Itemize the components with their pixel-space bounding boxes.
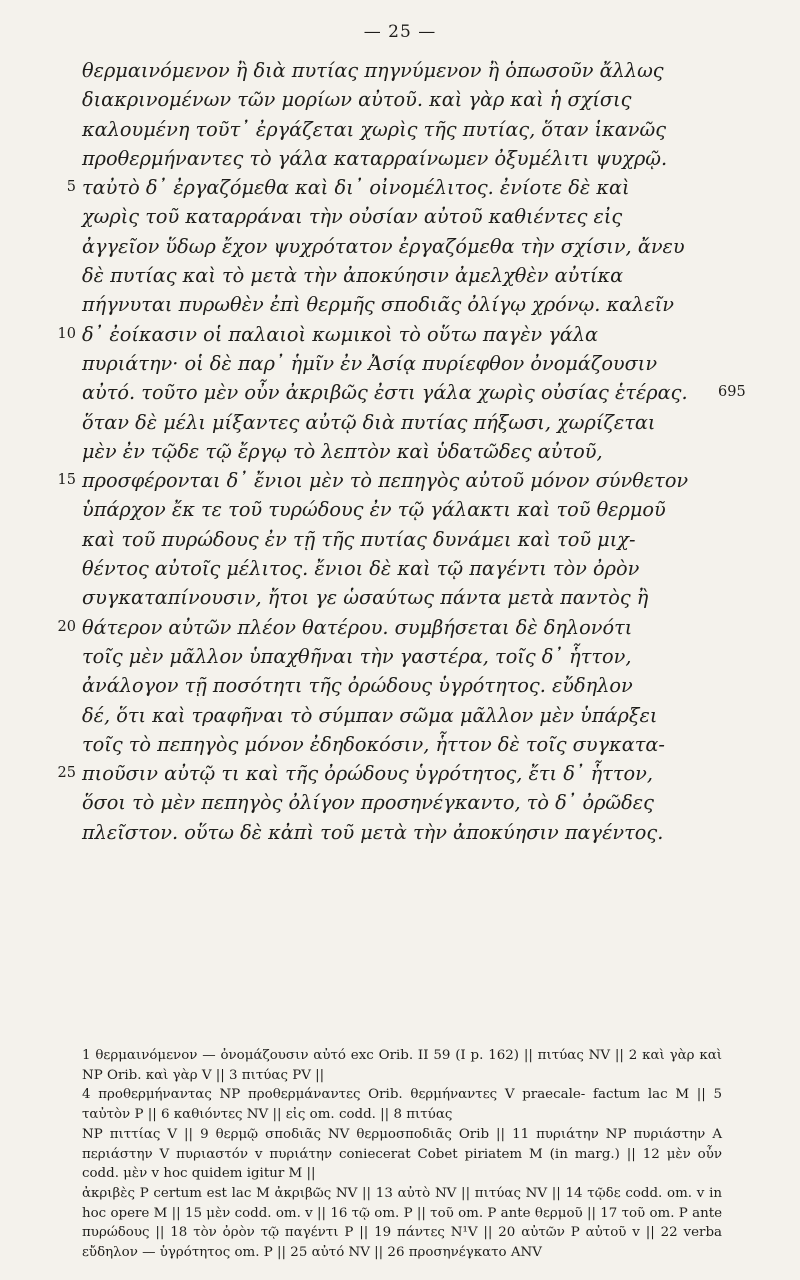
text-line xyxy=(82,349,714,378)
line-text: ὑπάρχον ἔκ τε τοῦ τυρώδους ἐν τῷ γάλακτι καὶ τοῦ θερμοῦ xyxy=(82,498,666,522)
line-text: ταὐτὸ δ᾽ ἐργαζόμεθα καὶ δι᾽ οἰνομέλιτος. ἐνίοτε δὲ καὶ xyxy=(82,176,630,200)
line-text: χωρὶς τοῦ καταρράναι τὴν οὐσίαν αὐτοῦ καθιέντες εἰς xyxy=(82,205,623,229)
text-line xyxy=(82,378,746,407)
line-number: 20 xyxy=(57,618,76,635)
text-line xyxy=(66,173,714,202)
margin-page-ref: 695 xyxy=(718,384,746,401)
page-number: — 25 — xyxy=(363,22,437,42)
text-line xyxy=(82,701,714,730)
text-line xyxy=(57,759,714,788)
line-text: θερμαινόμενον ἢ διὰ πυτίας πηγνύμενον ἢ ὁπωσοῦν ἄλλως xyxy=(82,59,664,82)
line-text: θάτερον αὐτῶν πλέον θατέρου. συμβήσεται δὲ δηλονότι xyxy=(82,615,633,639)
line-text: δ᾽ ἐοίκασιν οἱ παλαιοὶ κωμικοὶ τὸ οὕτω παγὲν γάλα xyxy=(82,322,599,346)
line-text: μὲν ἐν τῷδε τῷ ἔργῳ τὸ λεπτὸν καὶ ὑδατῶδες αὐτοῦ, xyxy=(82,439,603,463)
text-line xyxy=(82,818,714,847)
line-number: 25 xyxy=(57,765,76,782)
footnote-line: NP πιττίας V || 9 θερμῷ σποδιᾶς NV θερμοσποδιᾶς Orib || 11 πυριάτην NP πυριάστην A περιάστην V πυριαστόν v πυριάτην coniecerat Cobet piriatem M (in marg.) || 12 μὲν οὖν codd. μὲν v hoc quidem igitur M || xyxy=(82,1126,722,1182)
text-line xyxy=(82,232,714,261)
line-text: καλουμένη τοῦτ᾽ ἐργάζεται χωρὶς τῆς πυτίας, ὅταν ἱκανῶς xyxy=(82,117,667,141)
text-line xyxy=(82,583,714,612)
text-line xyxy=(82,261,714,290)
text-line xyxy=(82,115,714,144)
line-number: 5 xyxy=(66,179,76,196)
line-text: συγκαταπίνουσιν, ἤτοι γε ὡσαύτως πάντα μετὰ παντὸς ἢ xyxy=(82,586,649,610)
text-line xyxy=(82,788,714,817)
text-line xyxy=(57,466,714,495)
line-number: 10 xyxy=(57,325,76,342)
text-line xyxy=(82,202,714,231)
text-line xyxy=(82,730,714,759)
line-text: ἀνάλογον τῇ ποσότητι τῆς ὀρώδους ὑγρότητος. εὔδηλον xyxy=(82,674,633,698)
text-line xyxy=(82,642,714,671)
text-line xyxy=(82,290,714,319)
line-text: αὐτό. τοῦτο μὲν οὖν ἀκριβῶς ἐστι γάλα χωρὶς οὐσίας ἑτέρας. xyxy=(82,381,688,405)
text-line xyxy=(82,525,714,554)
main-text xyxy=(57,56,746,847)
text-line xyxy=(57,320,714,349)
critical-apparatus xyxy=(82,1046,722,1263)
line-text: δὲ πυτίας καὶ τὸ μετὰ τὴν ἀποκύησιν ἀμελχθὲν αὐτίκα xyxy=(82,264,624,288)
line-text: τοῖς τὸ πεπηγὸς μόνον ἐδηδοκόσιν, ἧττον δὲ τοῖς συγκατα- xyxy=(82,732,665,756)
line-text: καὶ τοῦ πυρώδους ἐν τῇ τῆς πυτίας δυνάμει καὶ τοῦ μιχ- xyxy=(82,527,636,551)
text-line xyxy=(82,554,714,583)
text-line xyxy=(82,495,714,524)
line-text: προθερμήναντες τὸ γάλα καταρραίνωμεν ὀξυμέλιτι ψυχρῷ. xyxy=(82,146,668,170)
line-text: ὅταν δὲ μέλι μίξαντες αὐτῷ διὰ πυτίας πήξωσι, χωρίζεται xyxy=(82,410,656,434)
footnote-line: 1 θερμαινόμενον — ὀνομάζουσιν αὐτό exc Orib. II 59 (I p. 162) || πιτύας NV || 2 καὶ γὰρ καὶ NP Orib. καὶ γὰρ V || 3 πιτύας PV || xyxy=(82,1048,722,1083)
text-line xyxy=(82,671,714,700)
line-text: πλεῖστον. οὕτω δὲ κἀπὶ τοῦ μετὰ τὴν ἀποκύησιν παγέντος. xyxy=(82,820,664,844)
line-text: προσφέρονται δ᾽ ἔνιοι μὲν τὸ πεπηγὸς αὐτοῦ μόνον σύνθετον xyxy=(82,469,689,493)
line-text: διακρινομένων τῶν μορίων αὐτοῦ. καὶ γὰρ καὶ ἡ σχίσις xyxy=(82,88,632,112)
text-line xyxy=(82,56,714,85)
line-number: 15 xyxy=(57,472,76,489)
line-text: ἀγγεῖον ὕδωρ ἔχον ψυχρότατον ἐργαζόμεθα τὴν σχίσιν, ἄνευ xyxy=(82,234,685,258)
text-line xyxy=(82,437,714,466)
line-text: πιοῦσιν αὐτῷ τι καὶ τῆς ὀρώδους ὑγρότητος, ἔτι δ᾽ ἧττον, xyxy=(82,762,653,786)
line-text: τοῖς μὲν μᾶλλον ὑπαχθῆναι τὴν γαστέρα, τοῖς δ᾽ ἧττον, xyxy=(82,644,632,668)
text-line xyxy=(82,144,714,173)
line-text: θέντος αὐτοῖς μέλιτος. ἔνιοι δὲ καὶ τῷ παγέντι τὸν ὀρὸν xyxy=(82,557,640,581)
footnote-line: ἀκριβὲς P certum est lac M ἀκριβῶς NV || 13 αὐτὸ NV || πιτύας NV || 14 τῷδε codd. om. v in hoc opere M || 15 μὲν codd. om. v || 16 τῷ om. P || τοῦ om. P ante θερμοῦ || 17 τοῦ om. P ante πυρώδους || 18 τὸν ὀρὸν τῷ παγέντι P || 19 πάντες N¹V || 20 αὐτῶν P αὐτοῦ v || 22 verba εὔδηλον — ὑγρότητος om. P || 25 αὐτό NV || 26 προσηνέγκατο ANV xyxy=(82,1185,722,1261)
line-text: πήγνυται πυρωθὲν ἐπὶ θερμῆς σποδιᾶς ὀλίγῳ χρόνῳ. καλεῖν xyxy=(82,293,674,317)
line-text: ὅσοι τὸ μὲν πεπηγὸς ὀλίγον προσηνέγκαντο, τὸ δ᾽ ὀρῶδες xyxy=(82,791,654,815)
line-text: πυριάτην· οἱ δὲ παρ᾽ ἡμῖν ἐν Ἀσίᾳ πυρίεφθον ὀνομάζουσιν xyxy=(82,351,658,375)
text-line xyxy=(57,613,714,642)
line-text: δέ, ὅτι καὶ τραφῆναι τὸ σύμπαν σῶμα μᾶλλον μὲν ὑπάρξει xyxy=(82,703,658,727)
text-line xyxy=(82,85,714,114)
text-line xyxy=(82,408,714,437)
footnote-line: 4 προθερμήναντας NP προθερμάναντες Orib. θερμήναντες V praecale- factum lac M || 5 ταὐτὸν P || 6 καθιόντες NV || εἰς om. codd. || 8 πιτύας xyxy=(82,1087,722,1123)
